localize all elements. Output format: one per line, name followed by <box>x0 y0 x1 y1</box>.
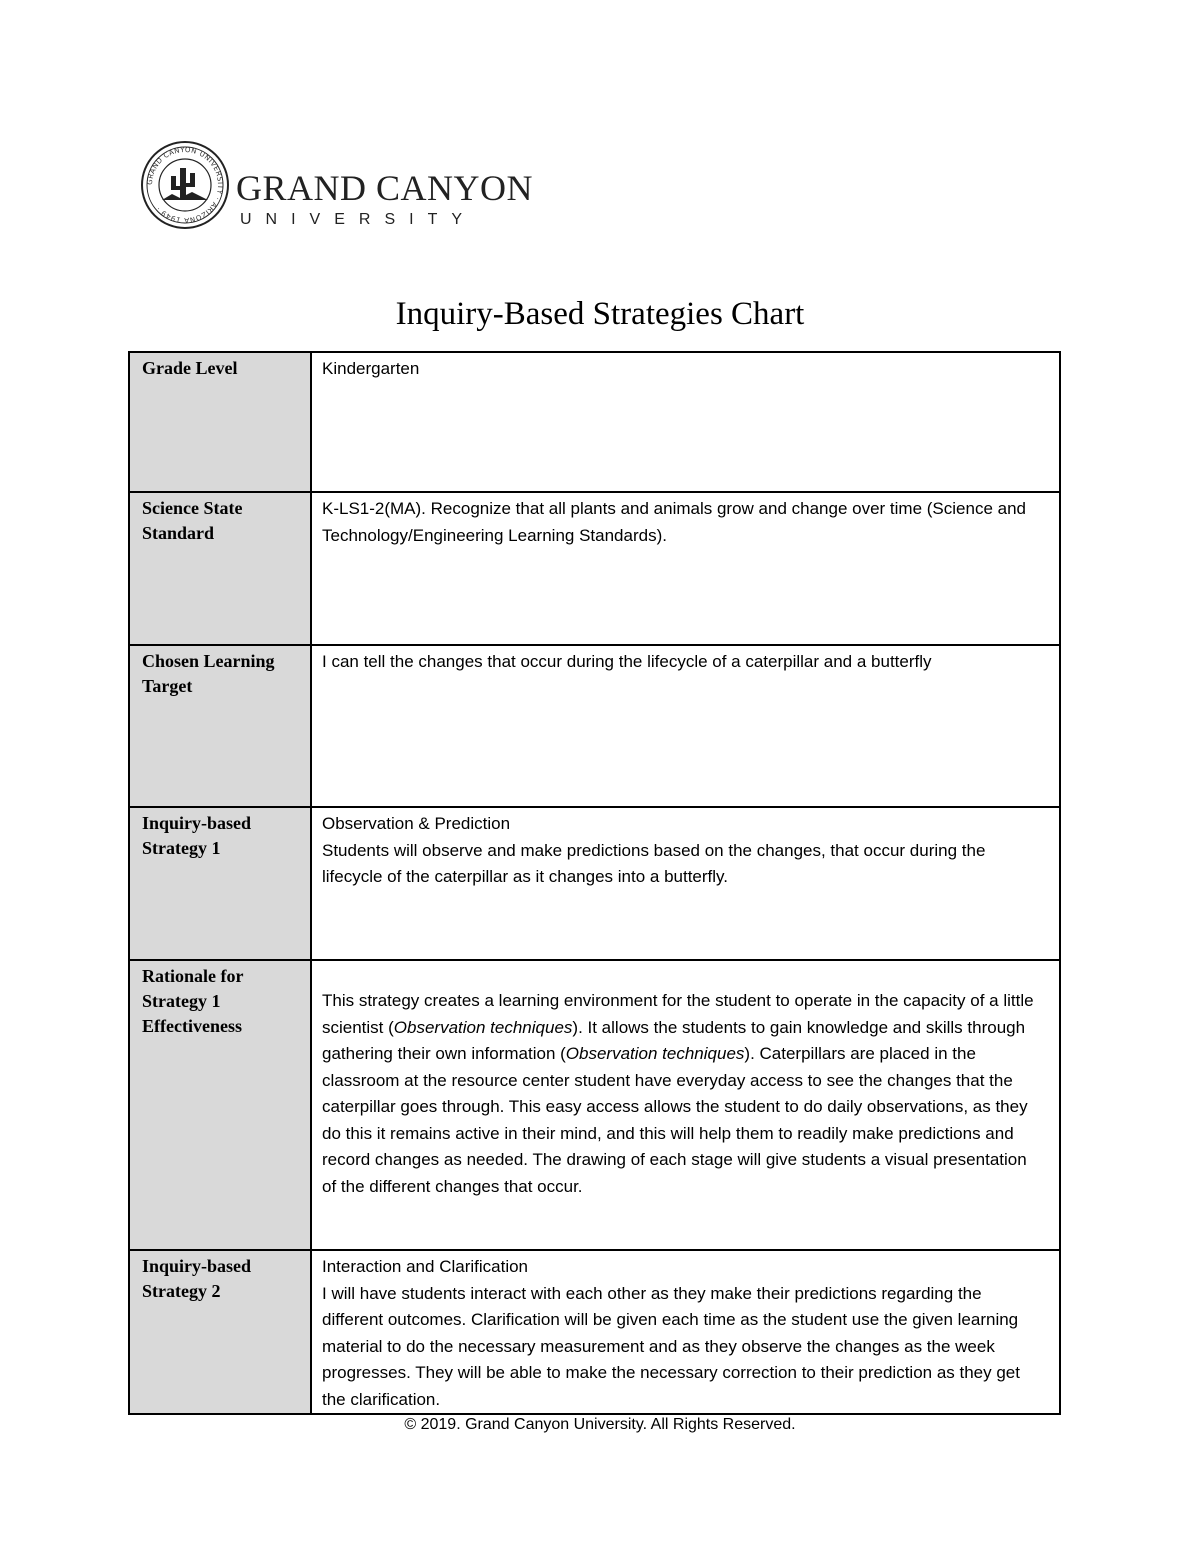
logo-name: GRAND CANYON <box>236 168 534 208</box>
row-label: Inquiry-based Strategy 1 <box>129 807 311 960</box>
table-row <box>129 1250 1060 1414</box>
row-label: Grade Level <box>129 352 311 492</box>
content-text: Kindergarten <box>322 359 420 378</box>
page-title: Inquiry-Based Strategies Chart <box>395 296 805 332</box>
content-text: Students will observe and make predictions based on the changes, that occur during the lifecycle of the caterpillar as it changes into a butterfly. <box>322 840 986 886</box>
row-label: Inquiry-based Strategy 2 <box>129 1250 311 1414</box>
university-logo <box>140 140 540 230</box>
university-seal-icon <box>140 140 230 230</box>
row-content <box>311 645 1060 807</box>
row-content <box>311 960 1060 1250</box>
strategies-chart-table <box>128 351 1061 1415</box>
content-text: I will have students interact with each other as they make their predictions regarding the different outcomes. Clarification will be given each time as the student use the given learning material to do the necessary measurement and as they observe the changes as the week progresses. They will be able to make the necessary correction to their prediction as they get the clarification. <box>322 1283 1020 1409</box>
content-heading: Observation & Prediction <box>322 814 511 833</box>
row-content <box>311 1250 1060 1414</box>
content-text: K-LS1-2(MA). Recognize that all plants and animals grow and change over time (Science and Technology/Engineering Learning Standards). <box>322 499 1026 545</box>
copyright-footer: © 2019. Grand Canyon University. All Rights Reserved. <box>404 1416 796 1433</box>
text-segment: ). It allows the students to gain knowledge and skills through gathering their own information ( <box>322 1017 1026 1063</box>
logo-subtitle: UNIVERSITY <box>240 211 477 228</box>
row-content <box>311 492 1060 645</box>
content-heading: Interaction and Clarification <box>322 1257 529 1276</box>
italic-text: Observation techniques <box>393 1017 573 1037</box>
table-row <box>129 492 1060 645</box>
table-row <box>129 960 1060 1250</box>
svg-text:GRAND CANYON UNIVERSITY · ARIZ: GRAND CANYON UNIVERSITY · ARIZONA 1949 · <box>145 145 225 225</box>
content-text: I can tell the changes that occur during the lifecycle of a caterpillar and a butterfly <box>322 652 932 671</box>
text-segment: This strategy creates a learning environment for the student to operate in the capacity of a little scientist ( <box>322 991 1034 1037</box>
text-segment: ). Caterpillars are placed in the classroom at the resource center student have everyday access to see the changes that the caterpillar goes through. This easy access allows the student to do daily observations, as they do this it remains active in their mind, and this will help them to readily make predictions and record changes as needed. The drawing of each stage will give students a visual presentation of the different changes that occur. <box>322 1044 1028 1196</box>
row-label: Chosen Learning Target <box>129 645 311 807</box>
row-content <box>311 352 1060 492</box>
table-row <box>129 807 1060 960</box>
table-row <box>129 352 1060 492</box>
row-label: Rationale for Strategy 1 Effectiveness <box>129 960 311 1250</box>
content-text <box>322 988 1039 1200</box>
italic-text: Observation techniques <box>565 1044 745 1063</box>
row-content <box>311 807 1060 960</box>
row-label: Science State Standard <box>129 492 311 645</box>
table-row <box>129 645 1060 807</box>
